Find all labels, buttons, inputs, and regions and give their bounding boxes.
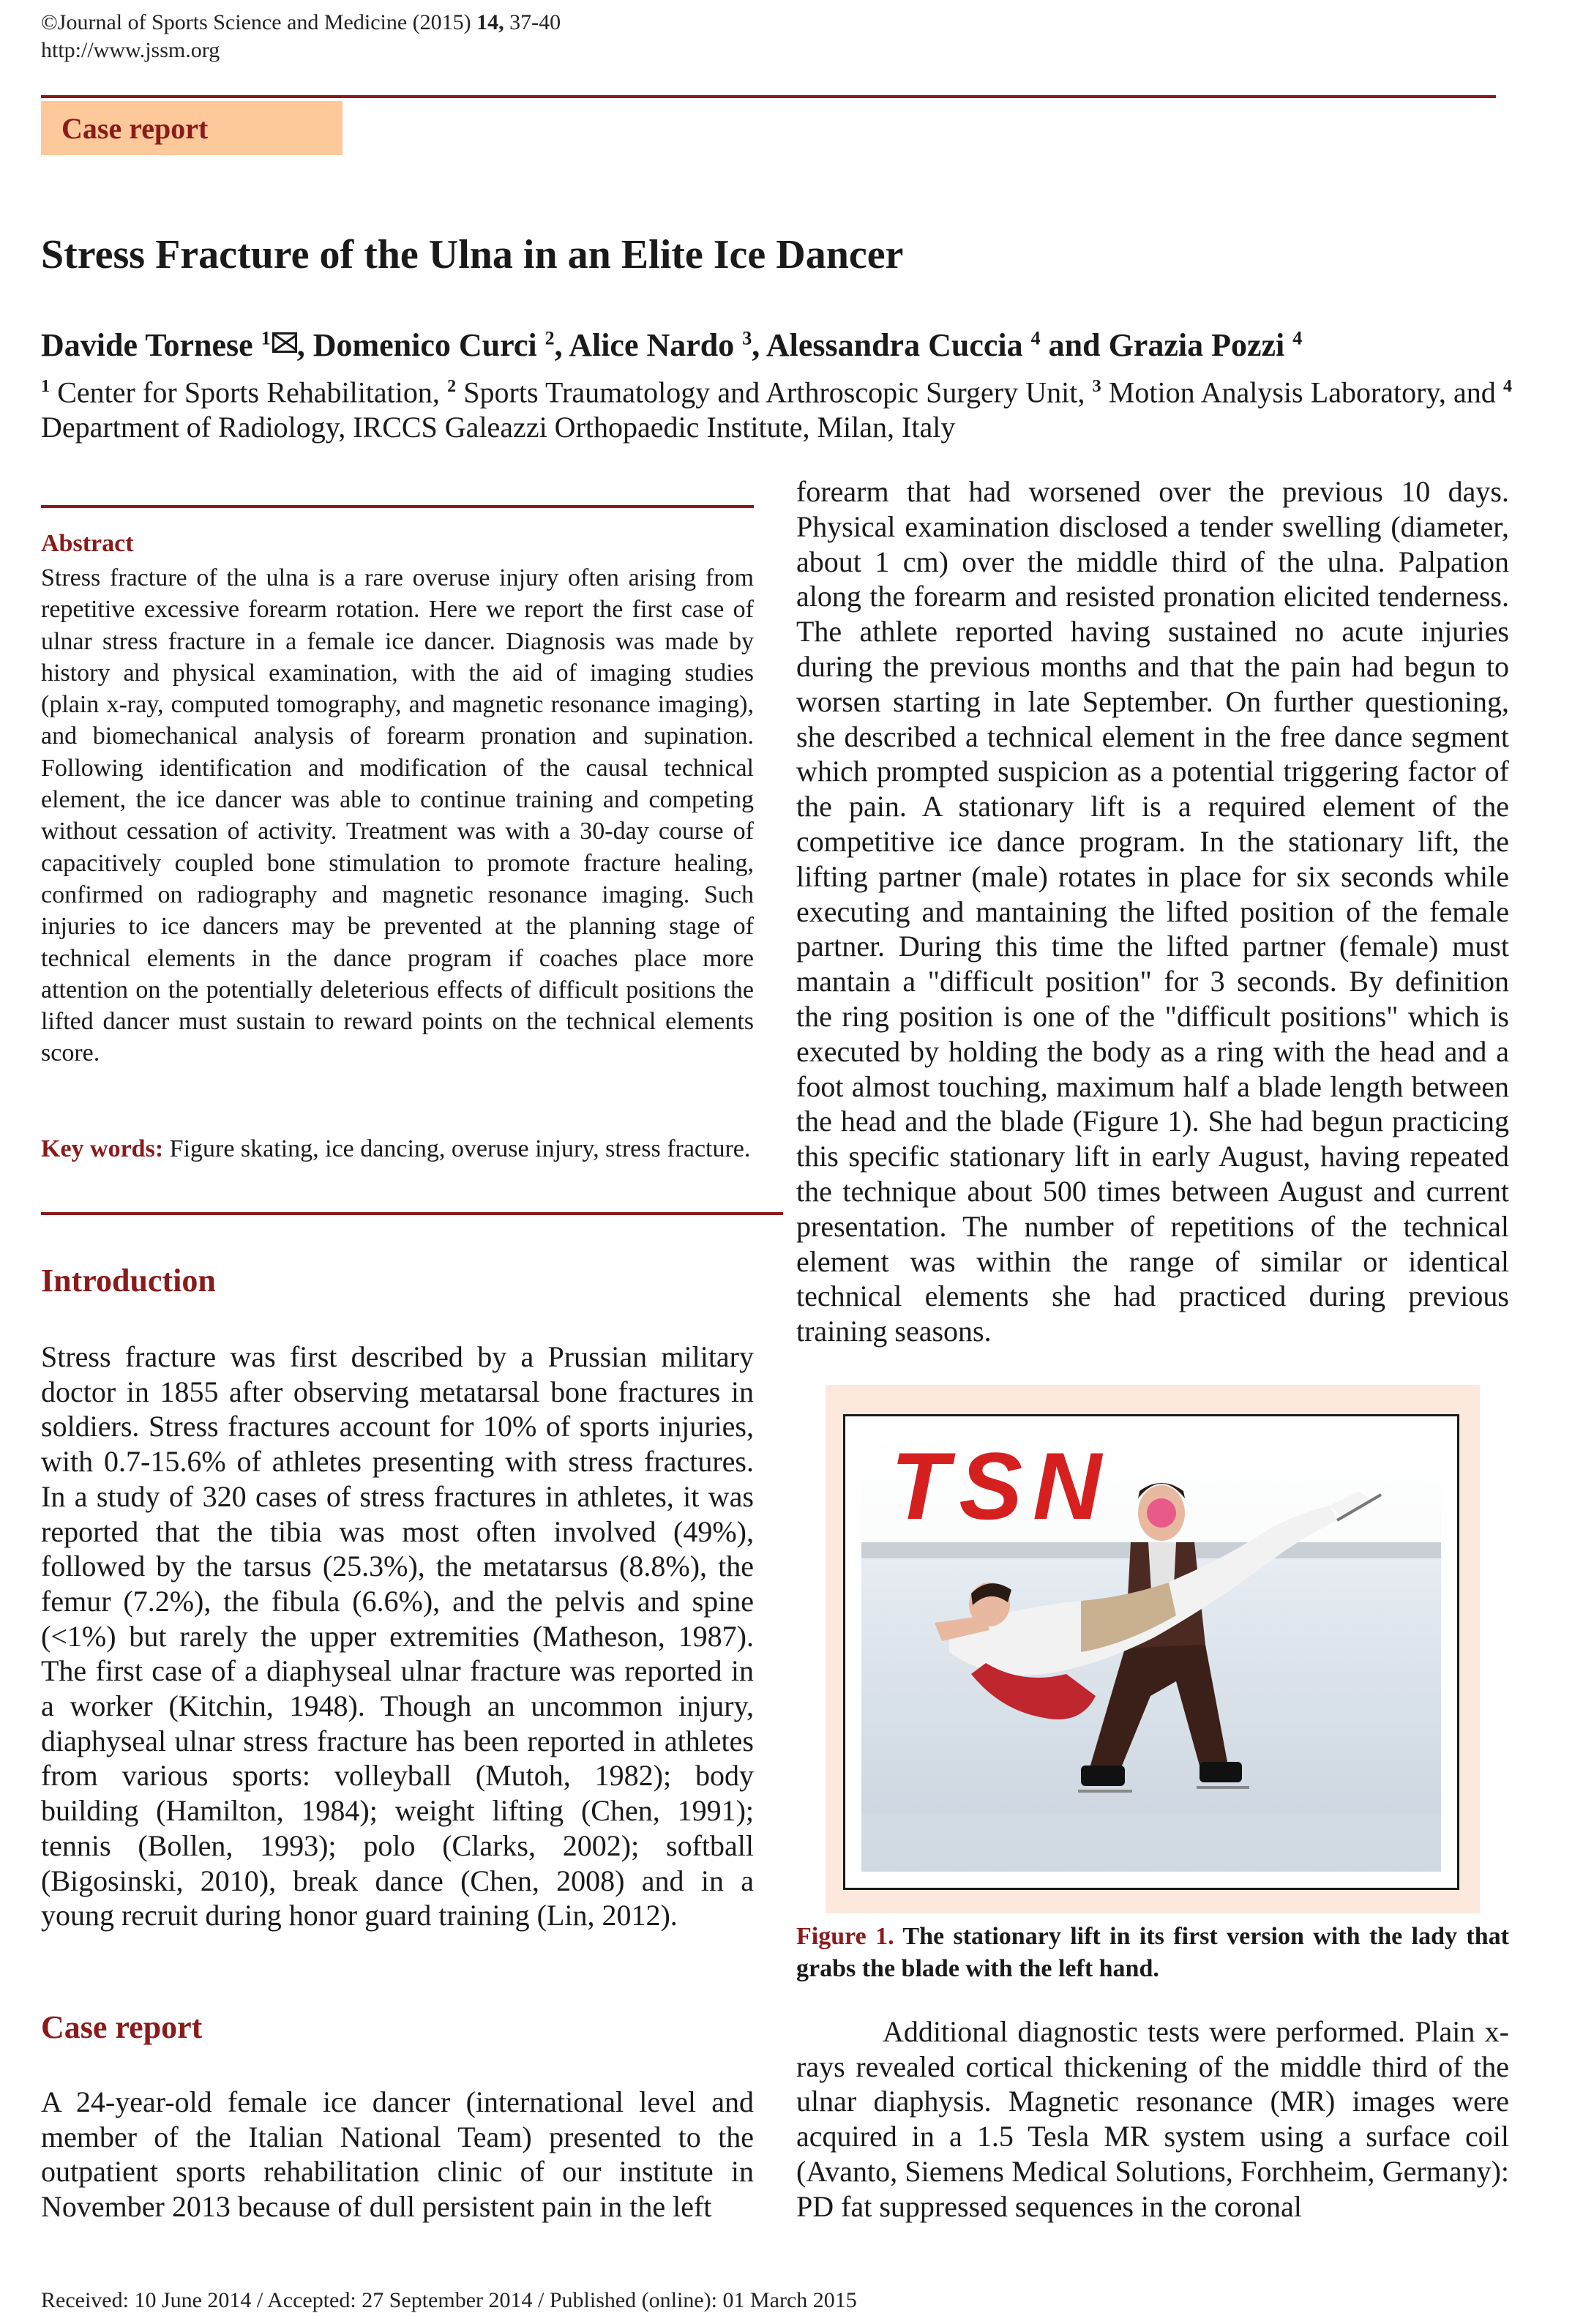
- figure-1: [826, 1385, 1480, 1913]
- header-divider: [41, 95, 1496, 98]
- author-name: , Domenico Curci: [296, 327, 545, 363]
- abstract-heading: Abstract: [41, 530, 134, 557]
- abstract-bottom-divider: [41, 1212, 783, 1215]
- article-type-label: Case report: [61, 112, 209, 145]
- introduction-heading: Introduction: [41, 1263, 216, 1299]
- figure-1-caption-label: Figure 1.: [796, 1923, 894, 1950]
- figure-1-caption: Figure 1. The stationary lift in its first version with the lady that grabs the blade with the left hand.: [796, 1923, 1509, 1982]
- article-title: Stress Fracture of the Ulna in an Elite Ice Dancer: [41, 232, 904, 277]
- figure-1-photo: [861, 1432, 1441, 1872]
- case-report-heading: Case report: [41, 2009, 203, 2045]
- journal-url-link[interactable]: http://www.jssm.org: [41, 38, 220, 62]
- keywords: Key words: Figure skating, ice dancing, overuse injury, stress fracture.: [41, 1135, 751, 1162]
- keywords-label: Key words:: [41, 1135, 164, 1162]
- author-list: Davide Tornese $^1$ , Domenico Curci $^2$, Alice Nardo $^3$, Alessandra Cuccia $^4$ and Grazia Pozzi $^4$: [41, 327, 1303, 363]
- diagnostic-tests-text: Additional diagnostic tests were performed. Plain x-rays revealed cortical thickening of the middle third of the ulnar diaphysis. Magnetic resonance (MR) images were acquired in a 1.5 Tesla MR system using a surface coil (Avanto, Siemens Medical Solutions, Forchheim, Germany): PD fat suppressed sequences in the coronal: [796, 2015, 1509, 2223]
- author-name: and Grazia Pozzi: [1040, 327, 1293, 363]
- case-report-text: A 24-year-old female ice dancer (international level and member of the Italian National Team) presented to the outpatient sports rehabilitation clinic of our institute in November 2013 because of dull persistent pain in the left: [41, 2085, 754, 2224]
- article-type-badge: [41, 101, 343, 155]
- affiliations: $^1$ Center for Sports Rehabilitation, $^2$ Sports Traumatology and Arthroscopic Surgery Unit, $^3$ Motion Analysis Laboratory, and $^4$ Department of Radiology, IRCCS Galeazzi Orthopaedic Institute, Milan, Italy: [41, 375, 1513, 444]
- abstract-top-divider: [41, 505, 754, 508]
- case-report-continued-text: forearm that had worsened over the previous 10 days. Physical examination disclosed a tender swelling (diameter, about 1 cm) over the middle third of the ulna. Palpation along the forearm and resisted pronation elicited tenderness. The athlete reported having sustained no acute injuries during the previous months and that the pain had begun to worsen starting in late September. On further questioning, she described a technical element in the free dance segment which prompted suspicion as a potential triggering factor of the pain. A stationary lift is a required element of the competitive ice dance program. In the stationary lift, the lifting partner (male) rotates in place for six seconds while executing and mantaining the lifted position of the female partner. During this time the lifted partner (female) must mantain a "difficult position" for 3 seconds. By definition the ring position is one of the "difficult positions" which is executed by holding the body as a ring with the head and a foot almost touching, maximum half a blade length between the head and the blade (Figure 1). She had begun practicing this specific stationary lift in early August, having repeated the technique about 500 times between August and current presentation. The number of repetitions of the technical element was within the range of similar or identical technical elements she had practiced during previous training seasons.: [796, 475, 1509, 1348]
- author-name: , Alice Nardo: [554, 327, 743, 363]
- author-name: , Alessandra Cuccia: [752, 327, 1031, 363]
- author-name: Davide Tornese: [41, 327, 261, 363]
- introduction-text: Stress fracture was first described by a Prussian military doctor in 1855 after observing metatarsal bone fractures in soldiers. Stress fractures account for 10% of sports injuries, with 0.7-15.6% of athletes presenting with stress fractures. In a study of 320 cases of stress fractures in athletes, it was reported that the tibia was most often involved (49%), followed by the tarsus (25.3%), the metatarsus (8.8%), the femur (7.2%), the fibula (6.6%), and the pelvis and spine (<1%) but rarely the upper extremities (Matheson, 1987). The first case of a diaphyseal ulnar fracture was reported in a worker (Kitchin, 1948). Though an uncommon injury, diaphyseal ulnar stress fracture has been reported in athletes from various sports: volleyball (Mutoh, 1982); body building (Hamilton, 1984); weight lifting (Chen, 1991); tennis (Bollen, 1993); polo (Clarks, 2002); softball (Bigosinski, 2010), break dance (Chen, 2008) and in a young recruit during honor guard training (Lin, 2012).: [41, 1340, 754, 1932]
- abstract-text: Stress fracture of the ulna is a rare overuse injury often arising from repetitive excessive forearm rotation. Here we report the first case of ulnar stress fracture in a female ice dancer. Diagnosis was made by history and physical examination, with the aid of imaging studies (plain x-ray, computed tomography, and magnetic resonance imaging), and biomechanical analysis of forearm pronation and supination. Following identification and modification of the causal technical element, the ice dancer was able to continue training and competing without cessation of activity. Treatment was with a 30-day course of capacitively coupled bone stimulation to promote fracture healing, confirmed on radiography and magnetic resonance imaging. Such injuries to ice dancers may be prevented at the planning stage of technical elements in the dance program if coaches place more attention on the potentially deleterious effects of difficult positions the lifted dancer must sustain to reward points on the technical elements score.: [41, 564, 754, 1067]
- figure-banner-text: TSN: [891, 1432, 1112, 1539]
- publication-dates: Received: 10 June 2014 / Accepted: 27 September 2014 / Published (online): 01 March 2015: [41, 2288, 857, 2312]
- figure-1-border: [843, 1414, 1459, 1890]
- journal-citation: ©Journal of Sports Science and Medicine (2015) 14, 37-40: [41, 10, 561, 34]
- mail-icon[interactable]: [272, 332, 297, 353]
